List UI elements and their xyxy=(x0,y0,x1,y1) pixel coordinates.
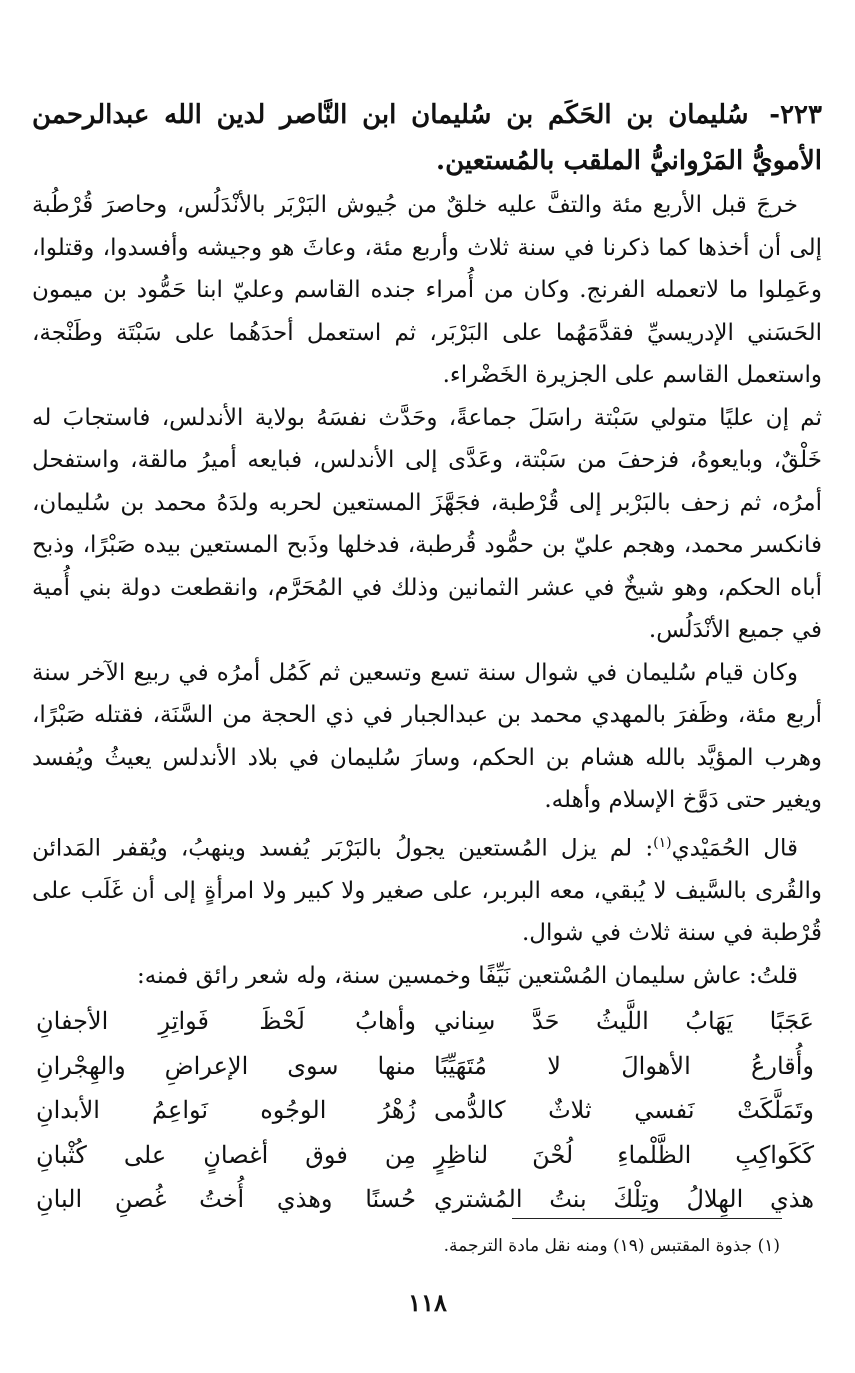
verse-second-hemistich: حُسنًا وهذي أُختُ غُصنِ البانِ xyxy=(36,1185,416,1214)
poem xyxy=(32,999,822,1222)
verse-first-hemistich: وأُقارعُ الأهوالَ لا مُتَهَيِّبًا xyxy=(434,1051,814,1080)
verse-first-hemistich: وتَمَلَّكَتْ نَفسي ثلاثٌ كالدُّمى xyxy=(434,1096,814,1125)
footnote: (١) جذوة المقتبس (١٩) ومنه نقل مادة الترجمة. xyxy=(443,1236,780,1256)
entry-title: سُليمان بن الحَكَم بن سُليمان ابن النَّاصر لدين الله عبدالرحمن الأمويُّ المَرْوانيُّ الملقب بالمُستعين. xyxy=(32,100,822,176)
page-number: ١١٨ xyxy=(408,1288,447,1317)
quote-intro: قال الحُمَيْدي xyxy=(671,835,798,862)
quote-paragraph xyxy=(32,822,822,955)
verse-second-hemistich: زُهْرُ الوجُوه نَواعِمُ الأبدانِ xyxy=(36,1096,416,1125)
verse-second-hemistich: مِن فوق أغصانٍ على كُثْبانِ xyxy=(36,1140,416,1169)
poem-verse xyxy=(32,1133,822,1178)
quote-body: : لم يزل المُستعين يجولُ بالبَرْبَر يُفسد وينهبُ، ويُقفر المَدائن والقُرى بالسَّيف لا يُبقي، معه البربر، على صغير ولا كبير ولا امرأةٍ إلى أن غَلَب على قُرْطبة في سنة ثلاث في شوال. xyxy=(32,835,822,947)
poem-verse xyxy=(32,1177,822,1222)
poem-verse xyxy=(32,1044,822,1089)
main-text xyxy=(32,92,822,1222)
verse-first-hemistich: عَجَبًا يَهَابُ اللَّيثُ حَدَّ سِناني xyxy=(434,1007,814,1036)
verse-first-hemistich: كَكَواكِبِ الظَّلْماءِ لُحْنَ لناظِرٍ xyxy=(434,1140,814,1169)
footnote-divider xyxy=(512,1218,782,1219)
entry-heading xyxy=(32,92,822,184)
entry-number: ٢٢٣- xyxy=(769,100,822,130)
verse-second-hemistich: منها سوى الإعراضِ والهِجْرانِ xyxy=(36,1051,416,1080)
closing-paragraph: قلتُ: عاش سليمان المُسْتعين نَيِّفًا وخمسين سنة، وله شعر رائق فمنه: xyxy=(136,962,798,989)
verse-second-hemistich: وأهابُ لَحْظَ فَواتِرِ الأجفانِ xyxy=(36,1007,416,1036)
paragraph-2: ثم إن عليًا متولي سَبْتة راسَلَ جماعةً، وحَدَّث نفسَهُ بولاية الأندلس، فاستجابَ له خَلْقٌ، وبايعوهُ، فزحفَ من سَبْتة، وعَدَّى إلى الأندلس، فبايعه أميرُ مالقة، واستفحل أمرُه، ثم زحف بالبَرْبر إلى قُرْطبة، فجَهَّزَ المستعين لحربه ولدَهُ محمد بن سُليمان، فانكسر محمد، وهجم عليّ بن حمُّود قُرطبة، فدخلها وذَبح المستعين بيده صَبْرًا، وذبح أباه الحكم، وهو شيخٌ في عشر الثمانين وذلك في المُحَرَّم، وانقطعت دولة بني أُمية في جميع الأنْدَلُس. xyxy=(32,404,823,643)
paragraph-3: وكان قيام سُليمان في شوال سنة تسع وتسعين ثم كَمُل أمرُه في ربيع الآخر سنة أربع مئة، وظَفرَ بالمهدي محمد بن عبدالجبار في ذي الحجة من السَّنَة، فقتله صَبْرًا، وهرب المؤيَّد بالله هشام بن الحكم، وسارَ سُليمان في بلاد الأندلس يعيثُ ويُفسد ويغير حتى دَوَّخ الإسلام وأهله. xyxy=(32,659,822,813)
footnote-marker: (١) xyxy=(653,834,672,851)
poem-verse xyxy=(32,999,822,1044)
paragraph-1: خرجَ قبل الأربع مئة والتفَّ عليه خلقٌ من جُيوش البَرْبَر بالأنْدَلُس، وحاصرَ قُرْطُبة إلى أن أخذها كما ذكرنا في سنة ثلاث وأربع مئة، وعاثَ هو وجيشه وأفسدوا، وقتلوا، وعَمِلوا ما لاتعمله الفرنج. وكان من أُمراء جنده القاسم وعليّ ابنا حَمُّود بن ميمون الحَسَني الإدريسيِّ فقدَّمَهُما على البَرْبَر، ثم استعمل أحدَهُما على سَبْتَة وطَنْجة، واستعمل القاسم على الجزيرة الخَضْراء. xyxy=(32,192,822,388)
verse-first-hemistich: هذي الهِلالُ وتِلْكَ بنتُ المُشتري xyxy=(434,1185,814,1214)
poem-verse xyxy=(32,1088,822,1133)
